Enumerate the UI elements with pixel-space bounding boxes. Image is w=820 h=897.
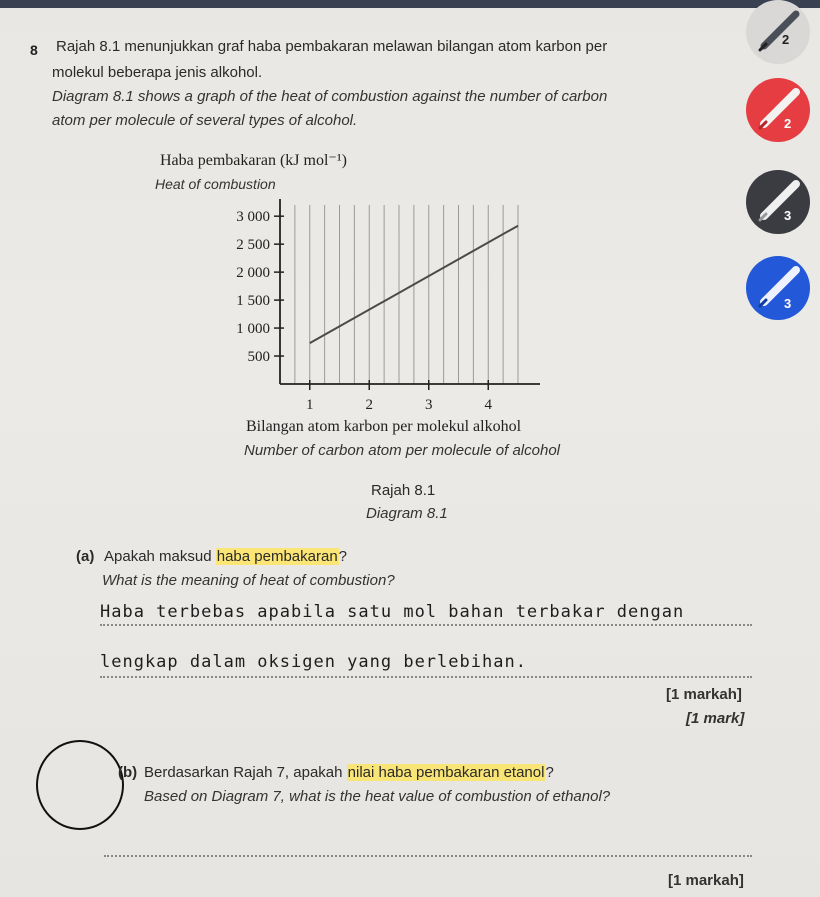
part-b-highlight: nilai haba pembakaran etanol xyxy=(347,764,545,781)
chart-xlabel-english: Number of carbon atom per molecule of alcohol xyxy=(244,442,560,459)
handwritten-circle xyxy=(36,740,124,830)
part-a-mark-malay: [1 markah] xyxy=(666,686,742,703)
y-tick-label: 500 xyxy=(247,349,270,366)
brush-tool-button[interactable] xyxy=(746,170,810,234)
part-a-highlight: haba pembakaran xyxy=(216,548,338,565)
pen-tool-button[interactable] xyxy=(746,0,810,64)
diagram-caption-english: Diagram 8.1 xyxy=(366,505,448,522)
y-tick-label: 2 500 xyxy=(236,237,270,254)
part-a-answer-line-1: Haba terbebas apabila satu mol bahan terbakar dengan xyxy=(100,602,685,622)
brush-icon xyxy=(746,170,810,234)
y-tick-label: 1 500 xyxy=(236,293,270,310)
highlighter-tool-badge: 3 xyxy=(784,296,792,311)
x-tick-label: 3 xyxy=(425,397,433,413)
part-a-answer-line-2: lengkap dalam oksigen yang berlebihan. xyxy=(100,652,527,672)
highlighter-icon xyxy=(746,256,810,320)
pen-icon xyxy=(746,0,810,64)
brush-tool-badge: 3 xyxy=(784,208,792,223)
x-tick-label: 4 xyxy=(484,397,492,413)
marker-icon xyxy=(746,78,810,142)
x-tick-label: 2 xyxy=(365,397,373,413)
part-a-label: (a) xyxy=(76,548,95,565)
intro-malay-line-2: molekul beberapa jenis alkohol. xyxy=(52,64,263,81)
answer-line-3 xyxy=(104,855,752,857)
intro-english-line-1: Diagram 8.1 shows a graph of the heat of combustion against the number of carbon xyxy=(52,88,608,105)
series-line xyxy=(310,226,518,343)
intro-english-line-2: atom per molecule of several types of alcohol. xyxy=(52,112,358,129)
y-tick-label: 1 000 xyxy=(236,321,270,338)
part-a-question-malay: Apakah maksud haba pembakaran? xyxy=(104,548,348,565)
question-number: 8 xyxy=(30,42,38,58)
answer-line-1 xyxy=(100,624,752,626)
y-tick-label: 3 000 xyxy=(236,209,270,226)
x-tick-label: 1 xyxy=(306,397,314,413)
part-b-question-malay: Berdasarkan Rajah 7, apakah nilai haba pembakaran etanol? xyxy=(144,764,554,781)
part-a-mark-english: [1 mark] xyxy=(686,710,745,727)
part-b-label: (b) xyxy=(118,764,138,781)
y-tick-label: 2 000 xyxy=(236,265,270,282)
top-bar xyxy=(0,0,820,8)
intro-malay-line-1: Rajah 8.1 menunjukkan graf haba pembakaran melawan bilangan atom karbon per xyxy=(56,38,608,55)
chart-ylabel-english: Heat of combustion xyxy=(155,176,276,192)
highlighter-tool-button[interactable] xyxy=(746,256,810,320)
marker-tool-badge: 2 xyxy=(784,116,792,131)
part-b-mark-malay: [1 markah] xyxy=(668,872,744,889)
diagram-caption-malay: Rajah 8.1 xyxy=(371,482,436,499)
answer-line-2 xyxy=(100,676,752,678)
part-b-question-english: Based on Diagram 7, what is the heat value of combustion of ethanol? xyxy=(144,788,611,805)
pen-tool-badge: 2 xyxy=(782,32,790,47)
chart-xlabel-malay: Bilangan atom karbon per molekul alkohol xyxy=(246,418,522,435)
marker-tool-button[interactable] xyxy=(746,78,810,142)
chart-ylabel-malay: Haba pembakaran (kJ mol⁻¹) xyxy=(160,152,347,169)
part-a-question-english: What is the meaning of heat of combustion? xyxy=(102,572,395,589)
